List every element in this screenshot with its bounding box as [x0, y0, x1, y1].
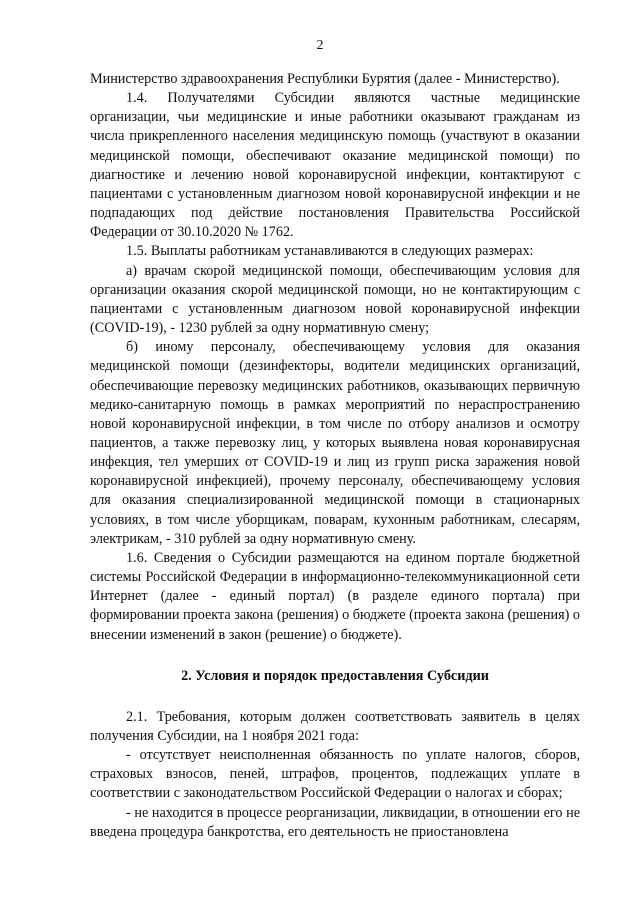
paragraph-2-1: 2.1. Требования, которым должен соответствовать заявитель в целях получения Субсидии, на 1 ноября 2021 года:	[90, 708, 580, 744]
document-body	[90, 70, 580, 842]
paragraph-1-6: 1.6. Сведения о Субсидии размещаются на едином портале бюджетной системы Российской Федерации в информационно-телекоммуникационной сети Интернет (далее - единый портал) (в разделе единого портала) при формировании проекта закона (решения) о бюджете (проекта закона (решения) о внесении изменений в закон (решение) о бюджете).	[90, 549, 580, 643]
section-heading: 2. Условия и порядок предоставления Субсидии	[181, 667, 489, 684]
paragraph-1-4: 1.4. Получателями Субсидии являются частные медицинские организации, чьи медицинские и иные работники оказывают гражданам из числа прикрепленного населения медицинскую помощь (участвуют в оказании медицинской помощи, обеспечивают оказание медицинской помощи) по диагностике и лечению новой коронавирусной инфекции, контактируют с пациентами с установленным диагнозом новой коронавирусной инфекции и не подпадающих под действие постановления Правительства Российской Федерации от 30.10.2020 № 1762.	[90, 90, 580, 241]
paragraph-1-5-b: б) иному персоналу, обеспечивающему условия для оказания медицинской помощи (дезинфекторы, водители медицинских организаций, обеспечивающие перевозку медицинских работников, оказывающих первичную медико-санитарную помощь в рамках мероприятий по нераспространению новой коронавирусной инфекции, в том числе по отбору анализов и осмотру пациентов, а также перевозку лиц, у которых выявлена новая коронавирусная инфекция, тел умерших от COVID-19 и лиц из групп риска заражения новой коронавирусной инфекцией), прочему персоналу, обеспечивающему условия для оказания специализированной медицинской помощи в стационарных условиях, в том числе уборщикам, поварам, кухонным работникам, слесарям, электрикам, - 310 рублей за одну нормативную смену.	[90, 339, 580, 547]
paragraph-1-5: 1.5. Выплаты работникам устанавливаются в следующих размерах:	[126, 243, 534, 260]
page-number: 2	[316, 38, 324, 53]
paragraph-1-5-a: а) врачам скорой медицинской помощи, обеспечивающим условия для организации оказания скорой медицинской помощи, но не контактирующим с пациентами с установленным диагнозом новой коронавирусной инфекции (COVID-19), - 1230 рублей за одну нормативную смену;	[90, 262, 580, 337]
list-item-taxes: - отсутствует неисполненная обязанность по уплате налогов, сборов, страховых взносов, пеней, штрафов, процентов, подлежащих уплате в соответствии с законодательством Российской Федерации о налогах и сборах;	[90, 747, 580, 802]
list-item-reorganization: - не находится в процессе реорганизации, ликвидации, в отношении его не введена процедура банкротства, его деятельность не приостановлена	[90, 804, 580, 840]
paragraph-ministry: Министерство здравоохранения Республики Бурятия (далее - Министерство).	[90, 71, 560, 87]
